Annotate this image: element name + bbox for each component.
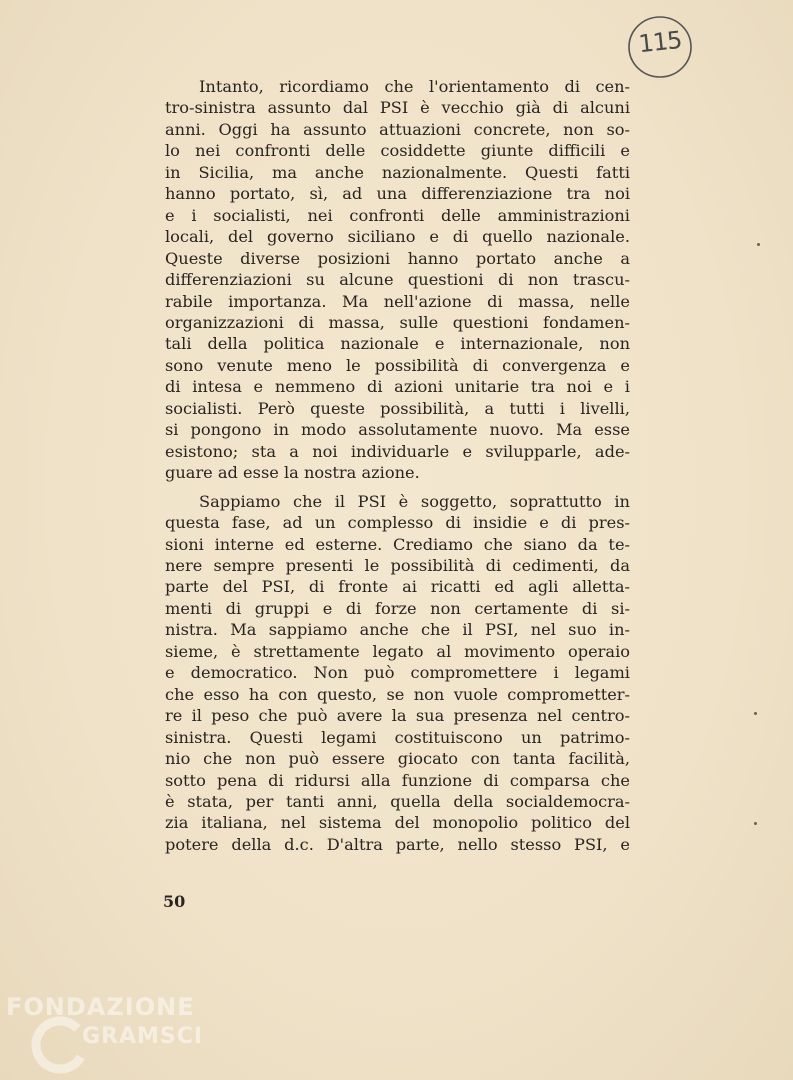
watermark-line1: FONDAZIONE — [6, 993, 195, 1021]
text-line: organizzazioni di massa, sulle questioni fondamen- — [165, 312, 630, 332]
text-line: nistra. Ma sappiamo anche che il PSI, nel suo in- — [165, 620, 630, 640]
text-line: re il peso che può avere la sua presenza nel centro- — [165, 706, 630, 726]
text-line: questa fase, ad un complesso di insidie e di pres- — [165, 513, 630, 533]
text-line: hanno portato, sì, ad una differenziazione tra noi — [165, 184, 630, 204]
text-line: Sappiamo che il PSI è soggetto, soprattutto in — [199, 491, 630, 511]
text-line: lo nei confronti delle cosiddette giunte difficili e — [165, 141, 630, 161]
archive-stamp — [626, 14, 694, 82]
speck — [754, 822, 757, 825]
text-line: sono venute meno le possibilità di convergenza e — [165, 355, 630, 375]
text-line: locali, del governo siciliano e di quello nazionale. — [165, 227, 630, 247]
text-line: tro-sinistra assunto dal PSI è vecchio già di alcuni — [165, 98, 630, 118]
text-line: e democratico. Non può compromettere i legami — [165, 663, 630, 683]
text-line: tali della politica nazionale e internazionale, non — [165, 334, 630, 354]
text-line: e i socialisti, nei confronti delle amministrazioni — [165, 205, 630, 225]
text-line: socialisti. Però queste possibilità, a tutti i livelli, — [165, 398, 630, 418]
paragraphs — [165, 76, 630, 855]
text-line: menti di gruppi e di forze non certamente di si- — [165, 598, 630, 618]
text-line: sotto pena di ridursi alla funzione di comparsa che — [165, 770, 630, 790]
text-line: in Sicilia, ma anche nazionalmente. Questi fatti — [165, 162, 630, 182]
text-line: Intanto, ricordiamo che l'orientamento di cen- — [199, 77, 630, 96]
text-line: sioni interne ed esterne. Crediamo che siano da te- — [165, 534, 630, 554]
text-line: nere sempre presenti le possibilità di cedimenti, da — [165, 555, 630, 575]
text-line: Queste diverse posizioni hanno portato anche a — [165, 248, 630, 268]
watermark-logo — [0, 985, 230, 1080]
text-line: esistono; sta a noi individuarle e svilupparle, ade- — [165, 441, 630, 461]
text-line: rabile importanza. Ma nell'azione di massa, nelle — [165, 291, 630, 311]
text-line: che esso ha con questo, se non vuole comprometter- — [165, 684, 630, 704]
text-line: è stata, per tanti anni, quella della socialdemocra- — [165, 791, 630, 811]
text-line: differenziazioni su alcune questioni di non trascu- — [165, 270, 630, 290]
text-line: di intesa e nemmeno di azioni unitarie tra noi e i — [165, 377, 630, 397]
text-line: anni. Oggi ha assunto attuazioni concrete, non so- — [165, 119, 630, 139]
text-line: potere della d.c. D'altra parte, nello stesso PSI, e — [165, 834, 630, 854]
body-text — [165, 76, 630, 855]
text-line: zia italiana, nel sistema del monopolio politico del — [165, 813, 630, 833]
text-line: sinistra. Questi legami costituiscono un patrimo- — [165, 727, 630, 747]
speck — [757, 243, 760, 246]
text-line: si pongono in modo assolutamente nuovo. Ma esse — [165, 420, 630, 440]
text-line: sieme, è strettamente legato al movimento operaio — [165, 641, 630, 661]
text-line: parte del PSI, di fronte ai ricatti ed agli alletta- — [165, 577, 630, 597]
text-line: guare ad esse la nostra azione. — [165, 463, 420, 483]
text-line: nio che non può essere giocato con tanta facilità, — [165, 749, 630, 769]
page-number: 50 — [163, 892, 186, 911]
speck — [754, 712, 757, 715]
watermark-line2: GRAMSCI — [82, 1024, 204, 1049]
stamp-number: 115 — [637, 25, 683, 59]
